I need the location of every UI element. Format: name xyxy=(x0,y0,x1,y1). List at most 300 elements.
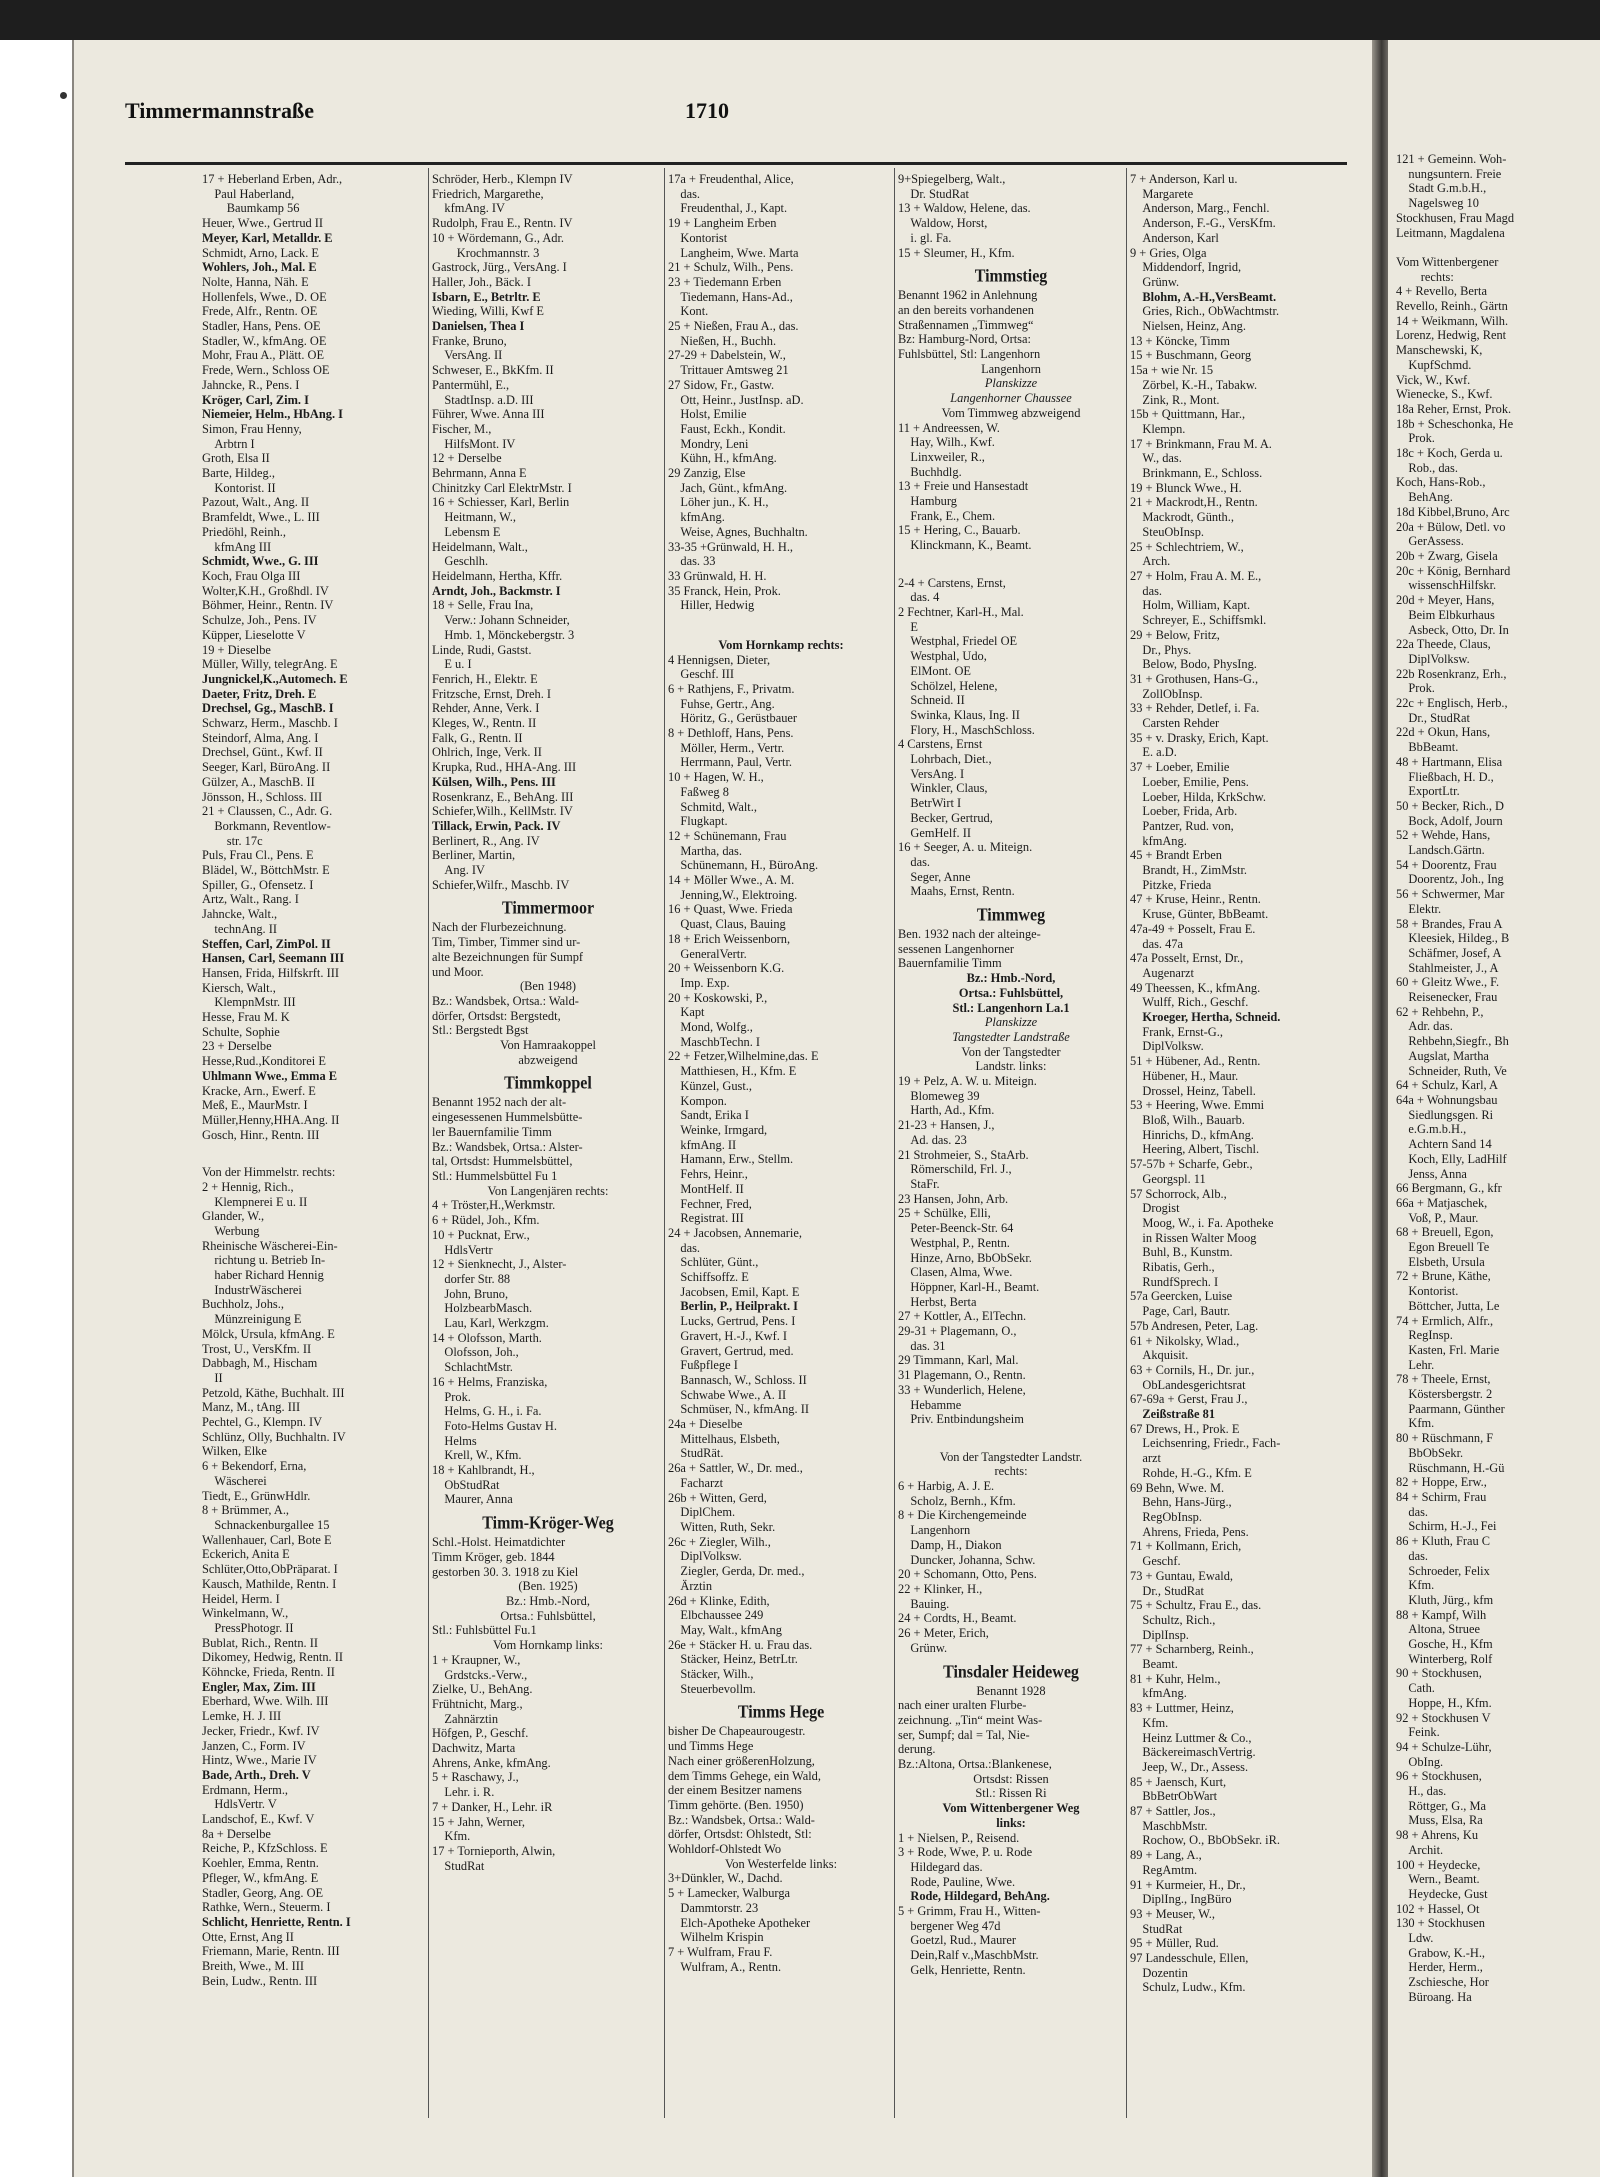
directory-entry: Nolte, Hanna, Näh. E xyxy=(202,274,309,289)
directory-entry: Fritzsche, Ernst, Dreh. I xyxy=(432,686,552,701)
directory-entry: Daeter, Fritz, Dreh. E xyxy=(202,686,317,701)
book-binding xyxy=(1372,40,1388,2177)
section-note: (Ben. 1925) xyxy=(518,1579,578,1594)
directory-entry: Loeber, Hilda, KrkSchw. xyxy=(1130,789,1266,804)
adjacent-page-entry: Asbeck, Otto, Dr. In xyxy=(1396,622,1509,637)
directory-entry: Manz, M., tAng. III xyxy=(202,1400,301,1415)
directory-entry: Geschf. III xyxy=(668,667,735,682)
adjacent-page-entry: 96 + Stockhusen, xyxy=(1396,1769,1482,1784)
directory-entry: bergener Weg 47d xyxy=(898,1918,1001,1933)
directory-entry: 19 + Blunck Wwe., H. xyxy=(1130,480,1242,495)
directory-entry: 24a + Dieselbe xyxy=(668,1417,743,1432)
adjacent-page-entry: 52 + Wehde, Hans, xyxy=(1396,828,1491,843)
directory-entry: Anderson, Marg., Fenchl. xyxy=(1130,201,1270,216)
adjacent-page-entry: Büroang. Ha xyxy=(1396,1989,1472,2004)
directory-entry: Blädel, W., BöttchMstr. E xyxy=(202,863,330,878)
directory-entry: 16 + Helms, Franziska, xyxy=(432,1374,548,1389)
adjacent-page-entry: 66a + Matjaschek, xyxy=(1396,1195,1488,1210)
adjacent-page-entry: 92 + Stockhusen V xyxy=(1396,1710,1491,1725)
section-note: Langenhorner Chaussee xyxy=(950,391,1072,406)
adjacent-page-entry: BbObSekr. xyxy=(1396,1445,1464,1460)
directory-entry: Anderson, F.-G., VersKfm. xyxy=(1130,216,1276,231)
adjacent-page xyxy=(1388,40,1600,2177)
directory-entry: 17a + Freudenthal, Alice, xyxy=(668,172,794,186)
directory-entry: 13 + Waldow, Helene, das. xyxy=(898,201,1031,216)
directory-entry: Heidelmann, Hertha, Kffr. xyxy=(432,568,563,583)
adjacent-page-entry: 64a + Wohnungsbau xyxy=(1396,1093,1498,1107)
directory-entry: Schlünz, Olly, Buchhaltn. IV xyxy=(202,1429,346,1444)
directory-entry: Bannasch, W., Schloss. II xyxy=(668,1372,807,1387)
section-note: Planskizze xyxy=(984,376,1038,391)
adjacent-page-entry: GerAssess. xyxy=(1396,534,1464,549)
section-note: abzweigend xyxy=(518,1052,578,1067)
directory-entry: Schulze, Joh., Pens. IV xyxy=(202,613,317,628)
directory-entry: 27 + Kottler, A., ElTechn. xyxy=(898,1309,1027,1324)
directory-entry: Münzreinigung E xyxy=(202,1312,302,1327)
directory-entry: Römerschild, Frl. J., xyxy=(898,1162,1012,1177)
adjacent-page-entry: Fließbach, H. D., xyxy=(1396,769,1494,784)
adjacent-page-entry: 98 + Ahrens, Ku xyxy=(1396,1828,1479,1843)
adjacent-page-entry: 68 + Breuell, Egon, xyxy=(1396,1225,1494,1240)
directory-entry: Pazout, Walt., Ang. II xyxy=(202,495,310,510)
directory-entry: Winkler, Claus, xyxy=(898,781,988,796)
adjacent-page-entry: 66 Bergmann, G., kfr xyxy=(1396,1181,1502,1196)
directory-entry: Eckerich, Anita E xyxy=(202,1547,290,1562)
directory-entry: DiplVolksw. xyxy=(1130,1039,1204,1054)
directory-entry: das. 33 xyxy=(668,554,716,569)
directory-entry: 81 + Kuhr, Helm., xyxy=(1130,1671,1221,1686)
adjacent-page-entry: Stahlmeister, J., A xyxy=(1396,960,1499,975)
directory-entry: Blohm, A.-H.,VersBeamt. xyxy=(1130,289,1277,304)
directory-entry: Quast, Claus, Bauing xyxy=(668,917,786,932)
directory-entry: i. gl. Fa. xyxy=(898,230,952,245)
directory-entry: 29-31 + Plagemann, O., xyxy=(898,1324,1017,1339)
directory-entry: Ohlrich, Inge, Verk. II xyxy=(432,745,542,760)
directory-entry: Matthiesen, H., Kfm. E xyxy=(668,1064,797,1079)
directory-entry: 8a + Derselbe xyxy=(202,1826,271,1841)
directory-entry: HolzbearbMasch. xyxy=(432,1301,533,1316)
adjacent-page-entry: ExportLtr. xyxy=(1396,784,1460,799)
directory-entry: Bz.: Wandsbek, Ortsa.: Alster- xyxy=(432,1139,583,1154)
header-rule xyxy=(125,162,1347,165)
adjacent-page-entry: Kasten, Frl. Marie xyxy=(1396,1342,1500,1357)
directory-entry: Puls, Frau Cl., Pens. E xyxy=(202,848,314,863)
directory-entry: Hay, Wilh., Kwf. xyxy=(898,435,995,450)
adjacent-page-entry: Dr., StudRat xyxy=(1396,710,1471,725)
directory-entry: HdlsVertr xyxy=(432,1242,493,1257)
directory-entry: Peter-Beenck-Str. 64 xyxy=(898,1221,1014,1236)
directory-entry: sessenen Langenhorner xyxy=(898,941,1014,956)
directory-entry: 5 + Lamecker, Walburga xyxy=(668,1886,791,1901)
directory-entry: Müller, Willy, telegrAng. E xyxy=(202,657,338,672)
adjacent-page-entry: Adr. das. xyxy=(1396,1019,1453,1034)
directory-entry: 9 + Gries, Olga xyxy=(1130,245,1207,260)
directory-entry: Engler, Max, Zim. III xyxy=(202,1679,316,1694)
directory-entry: Schwabe Wwe., A. II xyxy=(668,1387,787,1402)
directory-entry: Mondry, Leni xyxy=(668,436,749,451)
adjacent-page-entry: Herder, Herm., xyxy=(1396,1960,1483,1975)
directory-entry: Schreyer, E., Schiffsmkl. xyxy=(1130,613,1267,628)
directory-entry: MontHelf. II xyxy=(668,1181,744,1196)
directory-entry: Frede, Wern., Schloss OE xyxy=(202,363,330,378)
adjacent-page-entry: 20c + König, Bernhard xyxy=(1396,563,1511,578)
directory-entry: VersAng. I xyxy=(898,766,965,781)
directory-entry: E xyxy=(898,619,918,634)
directory-entry: Harth, Ad., Kfm. xyxy=(898,1103,995,1118)
directory-column-1 xyxy=(202,172,422,2122)
directory-entry: Reiche, P., KfzSchloss. E xyxy=(202,1841,328,1856)
directory-entry: Bloß, Wilh., Bauarb. xyxy=(1130,1113,1245,1127)
directory-entry: Grünw. xyxy=(898,1640,948,1655)
section-note: Stl.: Langenhorn La.1 xyxy=(952,1000,1070,1015)
directory-entry: Berlin, P., Heilprakt. I xyxy=(668,1299,798,1314)
directory-entry: Maahs, Ernst, Rentn. xyxy=(898,884,1015,899)
directory-entry: Stl.: Fuhlsbüttel Fu.1 xyxy=(432,1623,537,1638)
directory-entry: Hintz, Wwe., Marie IV xyxy=(202,1753,317,1768)
directory-entry: Below, Bodo, PhysIng. xyxy=(1130,657,1257,672)
adjacent-page-entry: Prok. xyxy=(1396,681,1435,696)
directory-entry: 33 + Wunderlich, Helene, xyxy=(898,1382,1026,1397)
directory-entry: 47 + Kruse, Heinr., Rentn. xyxy=(1130,892,1261,907)
directory-entry: 87 + Sattler, Jos., xyxy=(1130,1804,1216,1819)
adjacent-page-entry: Manschewski, K, xyxy=(1396,343,1483,358)
directory-entry: Ahrens, Frieda, Pens. xyxy=(1130,1524,1249,1539)
directory-entry: Pechtel, G., Klempn. IV xyxy=(202,1415,323,1430)
directory-entry: 57a Geercken, Luise xyxy=(1130,1289,1233,1304)
directory-entry: Falk, G., Rentn. II xyxy=(432,730,523,745)
directory-entry: 61 + Nikolsky, Wlad., xyxy=(1130,1333,1240,1348)
directory-entry: Zielke, U., BehAng. xyxy=(432,1682,533,1697)
directory-entry: 21 + Mackrodt,H., Rentn. xyxy=(1130,495,1258,510)
directory-entry: Müller,Henny,HHA.Ang. II xyxy=(202,1113,340,1127)
directory-entry: 3+Dünkler, W., Dachd. xyxy=(668,1871,783,1886)
directory-entry: Gravert, Gertrud, med. xyxy=(668,1343,794,1358)
directory-entry: 26 + Meter, Erich, xyxy=(898,1626,989,1641)
directory-entry: Kruse, Günter, BbBeamt. xyxy=(1130,907,1269,922)
adjacent-page-entry: 62 + Rehbehn, P., xyxy=(1396,1004,1484,1019)
directory-entry: Nießen, H., Buchh. xyxy=(668,333,777,348)
directory-entry: Priedöhl, Reinh., xyxy=(202,524,286,539)
directory-entry: Schiefer,Wilfr., Maschb. IV xyxy=(432,877,570,892)
directory-entry: Kracke, Arn., Ewerf. E xyxy=(202,1083,316,1098)
directory-entry: Becker, Gertrud, xyxy=(898,810,993,825)
adjacent-page-entry: Röttger, G., Ma xyxy=(1396,1798,1487,1813)
subsection-heading: Vom Hornkamp rechts: xyxy=(718,637,844,652)
directory-entry: Hamburg xyxy=(898,494,957,509)
directory-entry: Steffen, Carl, ZimPol. II xyxy=(202,936,331,951)
directory-entry: Stl.: Bergstedt Bgst xyxy=(432,1023,529,1038)
directory-entry: das. xyxy=(898,854,931,869)
directory-entry: Ribatis, Gerh., xyxy=(1130,1260,1215,1275)
directory-entry: Leichsenring, Friedr., Fach- xyxy=(1130,1436,1281,1451)
directory-entry: 2-4 + Carstens, Ernst, xyxy=(898,575,1006,590)
directory-entry: StudRät. xyxy=(668,1446,724,1461)
directory-entry: 31 + Grothusen, Hans-G., xyxy=(1130,671,1259,686)
directory-entry: RegObInsp. xyxy=(1130,1509,1202,1524)
directory-column-3 xyxy=(668,172,894,2122)
directory-entry: Buchholz, Johs., xyxy=(202,1297,284,1312)
directory-entry: in Rissen Walter Moog xyxy=(1130,1230,1257,1245)
directory-entry: Ott, Heinr., JustInsp. aD. xyxy=(668,392,804,407)
directory-entry: Höritz, G., Gerüstbauer xyxy=(668,711,798,726)
directory-entry: Imp. Exp. xyxy=(668,975,730,990)
directory-entry: 93 + Meuser, W., xyxy=(1130,1906,1215,1921)
directory-entry: Nach der Flurbezeichnung. xyxy=(432,920,567,935)
adjacent-page-entry: Nagelsweg 10 xyxy=(1396,196,1479,211)
directory-entry: 33 + Rehder, Detlef, i. Fa. xyxy=(1130,701,1260,716)
directory-entry: Tiedt, E., GrünwHdlr. xyxy=(202,1488,311,1503)
directory-entry: 95 + Müller, Rud. xyxy=(1130,1936,1219,1951)
adjacent-page-entry: Koch, Hans-Rob., xyxy=(1396,475,1486,490)
directory-entry: Rode, Hildegard, BehAng. xyxy=(898,1889,1050,1904)
directory-entry: Wilken, Elke xyxy=(202,1444,267,1459)
directory-entry: 14 + Olofsson, Marth. xyxy=(432,1330,542,1345)
directory-entry: VersAng. II xyxy=(432,348,503,363)
directory-entry: BäckereimaschVertrig. xyxy=(1130,1745,1256,1760)
directory-entry: May, Walt., kfmAng xyxy=(668,1622,782,1637)
directory-entry: Kleges, W., Rentn. II xyxy=(432,716,537,731)
directory-entry: haber Richard Hennig xyxy=(202,1268,324,1283)
directory-entry: Westphal, Udo, xyxy=(898,649,987,664)
directory-entry: Jönsson, H., Schloss. III xyxy=(202,789,323,804)
directory-entry: SteuObInsp. xyxy=(1130,524,1204,539)
directory-entry: Heering, Albert, Tischl. xyxy=(1130,1142,1260,1157)
section-note: Benannt 1928 xyxy=(976,1683,1046,1698)
directory-entry: 63 + Cornils, H., Dr. jur., xyxy=(1130,1362,1255,1377)
directory-entry: Loeber, Frida, Arb. xyxy=(1130,804,1238,819)
section-heading: Timmweg xyxy=(976,906,1046,925)
directory-entry: Petzold, Käthe, Buchhalt. III xyxy=(202,1385,345,1400)
directory-column-5 xyxy=(1130,172,1348,2122)
directory-entry: Dozentin xyxy=(1130,1965,1188,1980)
directory-entry: Kont. xyxy=(668,304,709,319)
directory-entry: 85 + Jaensch, Kurt, xyxy=(1130,1774,1227,1789)
directory-entry: II xyxy=(202,1370,223,1385)
adjacent-page-entry: 50 + Becker, Rich., D xyxy=(1396,798,1505,813)
directory-entry: MaschbTechn. I xyxy=(668,1034,761,1049)
adjacent-page-entry: 58 + Brandes, Frau A xyxy=(1396,916,1503,931)
directory-entry: Hollenfels, Wwe., D. OE xyxy=(202,289,327,304)
directory-entry: Wilhelm Krispin xyxy=(668,1930,764,1945)
directory-entry: Ad. das. 23 xyxy=(898,1132,967,1147)
directory-entry: 45 + Brandt Erben xyxy=(1130,848,1222,863)
directory-entry: Dr., Phys. xyxy=(1130,642,1192,657)
directory-entry: 17 + Tornieporth, Alwin, xyxy=(432,1843,556,1858)
directory-entry: 26e + Stäcker H. u. Frau das. xyxy=(668,1637,813,1652)
column-divider xyxy=(664,168,665,2118)
directory-entry: Buhl, B., Kunstm. xyxy=(1130,1245,1233,1260)
directory-entry: 26c + Ziegler, Wilh., xyxy=(668,1534,771,1549)
directory-entry: Sandt, Erika I xyxy=(668,1108,749,1123)
directory-entry: Geschlh. xyxy=(432,554,489,569)
directory-entry: Registrat. III xyxy=(668,1211,744,1226)
directory-entry: ObStudRat xyxy=(432,1477,500,1492)
directory-entry: zeichnung. „Tin“ meint Was- xyxy=(898,1712,1043,1727)
adjacent-page-entry: 14 + Weikmann, Wilh. xyxy=(1396,313,1509,328)
directory-entry: Grünw. xyxy=(1130,274,1180,289)
directory-entry: Hmb. 1, Mönckebergstr. 3 xyxy=(432,627,575,642)
directory-entry: StadtInsp. a.D. III xyxy=(432,392,534,407)
directory-entry: 6 + Rathjens, F., Privatm. xyxy=(668,681,795,696)
directory-entry: Stadler, Hans, Pens. OE xyxy=(202,319,321,334)
directory-entry: ZollObInsp. xyxy=(1130,686,1203,701)
adjacent-page-entry: Wern., Beamt. xyxy=(1396,1872,1480,1887)
directory-entry: Rudolph, Frau E., Rentn. IV xyxy=(432,216,573,231)
directory-entry: 10 + Hagen, W. H., xyxy=(668,770,764,785)
directory-entry: Lau, Karl, Werkzgm. xyxy=(432,1316,549,1331)
directory-entry: Trost, U., VersKfm. II xyxy=(202,1341,312,1356)
directory-entry: 27-29 + Dabelstein, W., xyxy=(668,348,786,363)
directory-entry: Steindorf, Alma, Ang. I xyxy=(202,730,319,745)
directory-entry: Isbarn, E., Betrltr. E xyxy=(432,289,541,304)
section-note: links: xyxy=(996,1815,1026,1830)
directory-entry: Olofsson, Joh., xyxy=(432,1345,519,1360)
directory-entry: Bade, Arth., Dreh. V xyxy=(202,1767,311,1782)
column-divider xyxy=(1126,168,1127,2118)
directory-entry: Rehder, Anne, Verk. I xyxy=(432,701,540,716)
directory-entry: Helms xyxy=(432,1433,477,1448)
directory-entry: E u. I xyxy=(432,657,472,672)
directory-entry: kfmAng. xyxy=(668,510,725,525)
adjacent-page-entry: RegInsp. xyxy=(1396,1328,1453,1343)
directory-entry: Bublat, Rich., Rentn. II xyxy=(202,1635,318,1650)
directory-entry: 15 + Sleumer, H., Kfm. xyxy=(898,245,1015,260)
directory-entry: 27 + Holm, Frau A. M. E., xyxy=(1130,568,1262,583)
adjacent-page-entry: KupfSchmd. xyxy=(1396,357,1472,372)
directory-entry: Benannt 1962 in Anlehnung xyxy=(898,288,1038,303)
directory-entry: Schlüter,Otto,ObPräparat. I xyxy=(202,1562,338,1577)
directory-entry: 1 + Nielsen, P., Reisend. xyxy=(898,1830,1020,1845)
adjacent-page-entry: 18c + Koch, Gerda u. xyxy=(1396,446,1503,461)
adjacent-page-column xyxy=(1396,152,1600,2005)
directory-entry: 73 + Guntau, Ewald, xyxy=(1130,1568,1233,1583)
section-note: Tangstedter Landstraße xyxy=(952,1029,1070,1044)
adjacent-page-entry: Leitmann, Magdalena xyxy=(1396,225,1505,240)
directory-entry: Frank, Ernst-G., xyxy=(1130,1024,1223,1039)
section-note: (Ben 1948) xyxy=(519,979,577,994)
directory-entry: John, Bruno, xyxy=(432,1286,509,1301)
directory-entry: 8 + Dethloff, Hans, Pens. xyxy=(668,726,794,741)
section-note: Von Hamraakoppel xyxy=(500,1038,596,1053)
directory-entry: Kapt xyxy=(668,1005,705,1020)
directory-entry: Schmidt, Wwe., G. III xyxy=(202,554,319,569)
directory-entry: Ärztin xyxy=(668,1578,713,1593)
directory-entry: Schmidt, Arno, Lack. E xyxy=(202,245,320,260)
directory-entry: Behn, Hans-Jürg., xyxy=(1130,1495,1232,1510)
directory-entry: 21 Strohmeier, S., StaArb. xyxy=(898,1147,1029,1162)
adjacent-page-entry: 84 + Schirm, Frau xyxy=(1396,1489,1487,1504)
directory-entry: das. xyxy=(668,1240,701,1255)
directory-entry: Augenarzt xyxy=(1130,965,1194,980)
directory-entry: 18 + Kahlbrandt, H., xyxy=(432,1463,535,1478)
directory-entry: das. 31 xyxy=(898,1338,946,1353)
directory-entry: 53 + Heering, Wwe. Emmi xyxy=(1130,1098,1265,1113)
directory-entry: GeneralVertr. xyxy=(668,946,747,961)
directory-entry: 33-35 +Grünwald, H. H., xyxy=(668,539,794,554)
directory-entry: Führer, Wwe. Anna III xyxy=(432,407,545,422)
directory-entry: Heidelmann, Walt., xyxy=(432,539,528,554)
directory-entry: 21-23 + Hansen, J., xyxy=(898,1118,995,1133)
directory-entry: 25 + Schülke, Elli, xyxy=(898,1206,991,1221)
adjacent-page-entry xyxy=(1396,240,1600,255)
directory-entry: Hinze, Arno, BbObSekr. xyxy=(898,1250,1032,1265)
directory-entry: Kontorist. II xyxy=(202,480,276,495)
directory-entry: Dammtorstr. 23 xyxy=(668,1900,759,1915)
directory-entry: Frühtnicht, Marg., xyxy=(432,1696,523,1711)
adjacent-page-entry: 100 + Heydecke, xyxy=(1396,1857,1481,1872)
directory-entry: 37 + Loeber, Emilie xyxy=(1130,760,1230,775)
directory-entry: Heitmann, W., xyxy=(432,510,516,525)
directory-entry: StudRat xyxy=(1130,1921,1183,1936)
directory-entry: 15 + Hering, C., Bauarb. xyxy=(898,523,1021,538)
section-note: Ortsa.: Fuhlsbüttel, xyxy=(958,985,1064,1000)
directory-entry: Löher jun., K. H., xyxy=(668,495,769,510)
directory-entry: Jeep, W., Dr., Assess. xyxy=(1130,1759,1249,1774)
directory-entry: Tillack, Erwin, Pack. IV xyxy=(432,818,561,833)
directory-entry: Flory, H., MaschSchloss. xyxy=(898,722,1035,737)
directory-entry: 22 + Fetzer,Wilhelmine,das. E xyxy=(668,1049,819,1064)
adjacent-page-entry: Koch, Elly, LadHilf xyxy=(1396,1151,1507,1166)
directory-entry: 16 + Quast, Wwe. Frieda xyxy=(668,902,793,917)
directory-entry: Rathke, Wern., Steuerm. I xyxy=(202,1900,331,1915)
adjacent-page-entry: Kleesiek, Hildeg., B xyxy=(1396,931,1510,946)
directory-entry: Dabbagh, M., Hischam xyxy=(202,1356,318,1371)
directory-entry: 11 + Andreessen, W. xyxy=(898,420,1000,435)
directory-entry: Kfm. xyxy=(1130,1715,1169,1730)
directory-entry: Bramfeldt, Wwe., L. III xyxy=(202,510,320,525)
directory-entry: ler Bauernfamilie Timm xyxy=(432,1124,552,1139)
directory-entry: 15 + Jahn, Werner, xyxy=(432,1814,526,1829)
entry-spacer xyxy=(668,621,894,636)
directory-entry: tal, Ortsdst: Hummelsbüttel, xyxy=(432,1154,573,1169)
directory-entry: Hinrichs, D., kfmAng. xyxy=(1130,1127,1254,1142)
adjacent-page-entry: 88 + Kampf, Wilh xyxy=(1396,1607,1487,1622)
directory-entry: Seger, Anne xyxy=(898,869,971,884)
directory-entry: Kausch, Mathilde, Rentn. I xyxy=(202,1576,337,1591)
directory-entry: Zeißstraße 81 xyxy=(1130,1407,1216,1422)
directory-entry: E. a.D. xyxy=(1130,745,1177,760)
directory-entry: Haller, Joh., Bäck. I xyxy=(432,274,531,289)
directory-entry: Holst, Emilie xyxy=(668,407,747,422)
directory-entry: Hesse,Rud.,Konditorei E xyxy=(202,1054,326,1069)
directory-entry: W., das. xyxy=(1130,451,1182,466)
directory-entry: Drossel, Heinz, Tabell. xyxy=(1130,1083,1256,1098)
section-note: Von der Tangstedter Landstr. xyxy=(939,1449,1083,1464)
section-heading: Timmermoor xyxy=(501,899,595,919)
directory-entry: Witten, Ruth, Sekr. xyxy=(668,1519,776,1534)
directory-entry: Niemeier, Helm., HbAng. I xyxy=(202,407,343,422)
directory-entry: Kiersch, Walt., xyxy=(202,980,276,995)
directory-entry: 2 + Hennig, Rich., xyxy=(202,1179,294,1194)
directory-entry: 20 + Schomann, Otto, Pens. xyxy=(898,1567,1037,1582)
directory-entry: kfmAng. II xyxy=(668,1137,737,1152)
directory-entry: Behrmann, Anna E xyxy=(432,466,527,481)
adjacent-page-entry: 60 + Gleitz Wwe., F. xyxy=(1396,975,1500,990)
directory-entry: Heinz Luttmer & Co., xyxy=(1130,1730,1252,1745)
directory-entry: Jahncke, Walt., xyxy=(202,907,278,922)
directory-entry: Lemke, H. J. III xyxy=(202,1709,282,1724)
directory-entry: Benannt 1952 nach der alt- xyxy=(432,1095,567,1110)
directory-entry: Schlüter, Günt., xyxy=(668,1255,759,1270)
directory-entry: 17 + Brinkmann, Frau M. A. xyxy=(1130,436,1272,451)
directory-entry: ElMont. OE xyxy=(898,663,971,678)
directory-entry: Timm Kröger, geb. 1844 xyxy=(432,1549,555,1564)
adjacent-page-entry: 121 + Gemeinn. Woh- xyxy=(1396,152,1507,166)
directory-entry: Werbung xyxy=(202,1223,260,1238)
directory-entry: Schweser, E., BkKfm. II xyxy=(432,363,554,378)
directory-entry: derung. xyxy=(898,1742,936,1757)
adjacent-page-entry: rechts: xyxy=(1396,269,1454,284)
